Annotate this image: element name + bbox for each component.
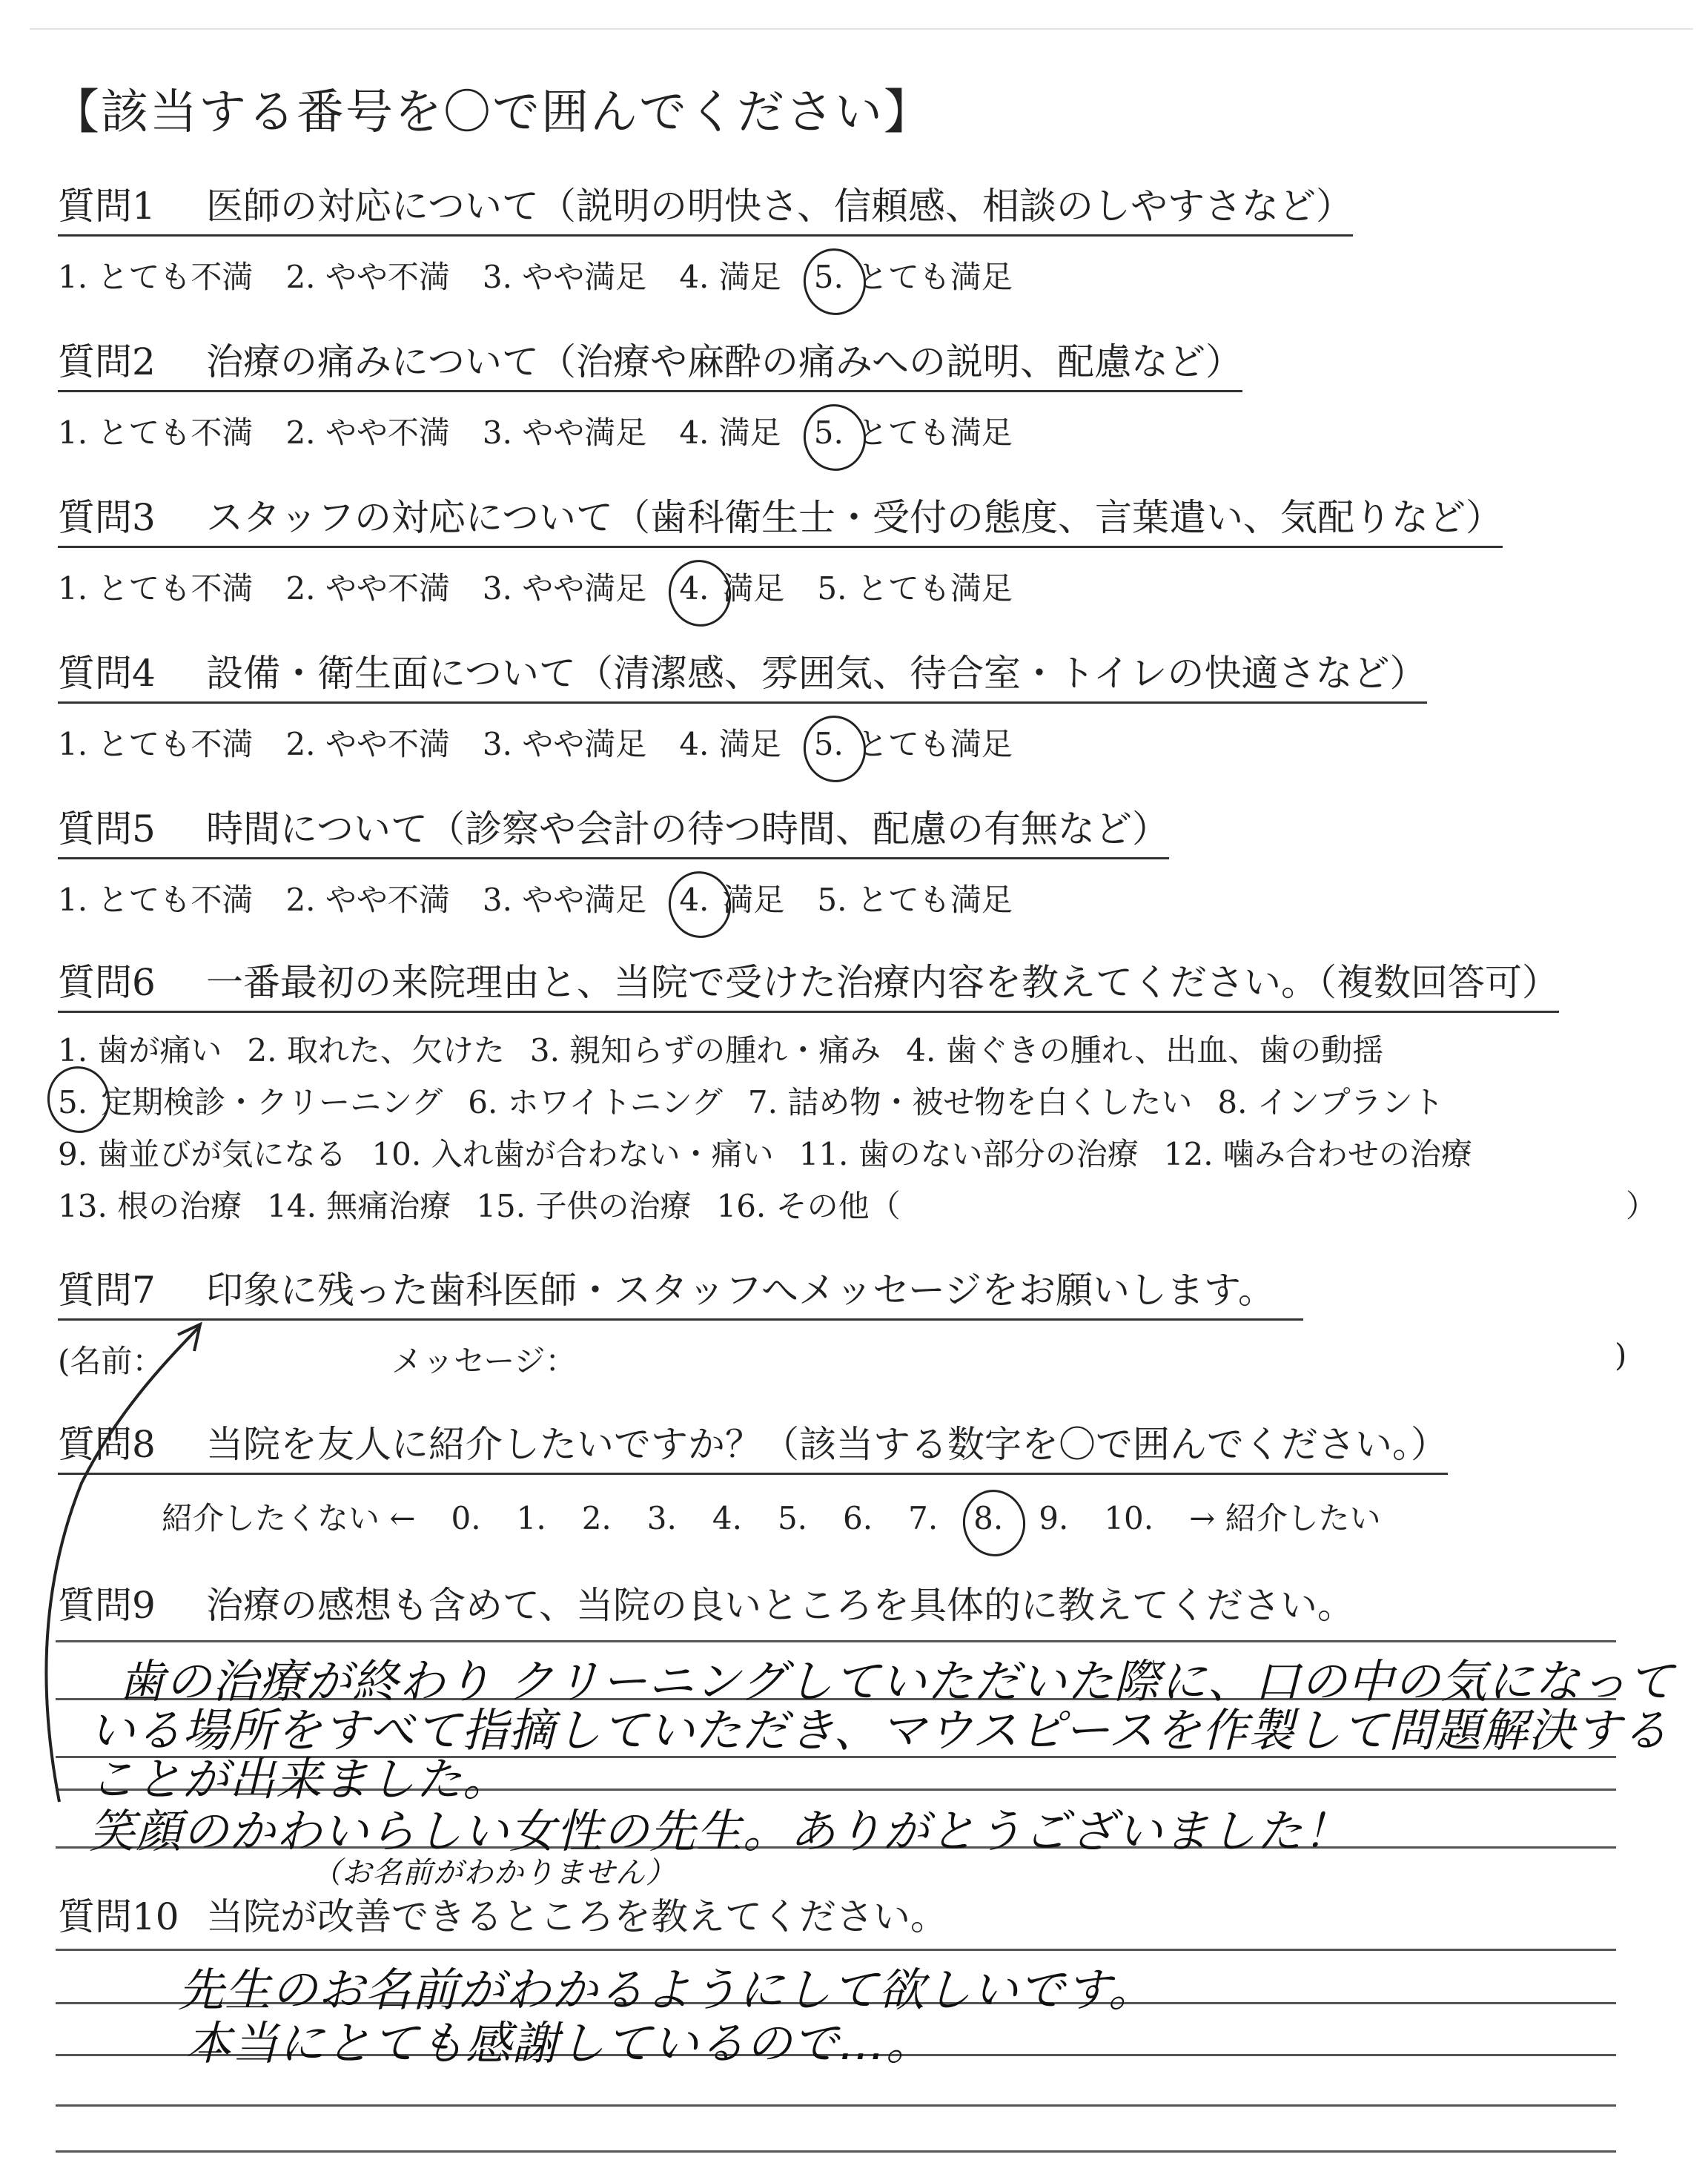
q9-answer-line-3: ことが出来ました。 bbox=[89, 1752, 510, 1806]
q6-option-12[interactable]: 12. 噛み合わせの治療 bbox=[1163, 1136, 1472, 1172]
option-5-selected[interactable]: 5. bbox=[813, 415, 844, 451]
option-3[interactable]: 3. やや満足 bbox=[482, 726, 647, 762]
option-4-selected[interactable]: 4. bbox=[679, 570, 709, 607]
q6-option-13[interactable]: 13. 根の治療 bbox=[58, 1188, 242, 1224]
question-number: 質問6 bbox=[58, 961, 156, 1004]
scale-10[interactable]: 10. bbox=[1104, 1500, 1154, 1536]
q9-answer-line-1: 歯の治療が終わり クリーニングしていただいた際に、口の中の気になって bbox=[119, 1654, 1675, 1708]
option-2[interactable]: 2. やや不満 bbox=[285, 259, 450, 295]
question-number: 質問1 bbox=[58, 185, 156, 228]
scale-3[interactable]: 3. bbox=[646, 1500, 677, 1536]
question-number: 質問10 bbox=[58, 1895, 179, 1938]
q10-answer-line-1: 先生のお名前がわかるようにして欲しいです。 bbox=[178, 1963, 1156, 2017]
question-text: 治療の痛みについて（治療や麻酔の痛みへの説明、配慮など） bbox=[206, 340, 1242, 383]
option-1[interactable]: 1. とても不満 bbox=[58, 570, 254, 607]
question-number: 質問8 bbox=[58, 1423, 156, 1466]
q9-answer-line-2: いる場所をすべて指摘していただき、マウスピースを作製して問題解決する bbox=[89, 1703, 1669, 1757]
question-number: 質問4 bbox=[58, 652, 156, 695]
option-1[interactable]: 1. とても不満 bbox=[58, 726, 254, 762]
scale-1[interactable]: 1. bbox=[516, 1500, 546, 1536]
option-5-label: とても満足 bbox=[856, 415, 1013, 451]
message-close: ) bbox=[1615, 1337, 1627, 1373]
q6-option-8[interactable]: 8. インプラント bbox=[1217, 1084, 1444, 1120]
question-text: 当院が改善できるところを教えてください。 bbox=[206, 1895, 947, 1938]
scale-7[interactable]: 7. bbox=[908, 1500, 939, 1536]
scale-9[interactable]: 9. bbox=[1039, 1500, 1069, 1536]
q6-option-3[interactable]: 3. 親知らずの腫れ・痛み bbox=[529, 1032, 881, 1069]
q6-option-14[interactable]: 14. 無痛治療 bbox=[267, 1188, 451, 1224]
scale-4[interactable]: 4. bbox=[712, 1500, 742, 1536]
question-text: 時間について（診察や会計の待つ時間、配慮の有無など） bbox=[206, 807, 1169, 851]
option-1[interactable]: 1. とても不満 bbox=[58, 259, 254, 295]
scale-5[interactable]: 5. bbox=[777, 1500, 808, 1536]
option-2[interactable]: 2. やや不満 bbox=[285, 882, 450, 918]
option-4-label: 満足 bbox=[722, 882, 785, 918]
option-3[interactable]: 3. やや満足 bbox=[482, 570, 647, 607]
option-2[interactable]: 2. やや不満 bbox=[285, 415, 450, 451]
question-text: 設備・衛生面について（清潔感、雰囲気、待合室・トイレの快適さなど） bbox=[206, 652, 1427, 695]
q6-option-1[interactable]: 1. 歯が痛い bbox=[58, 1032, 222, 1069]
q6-other-close: ） bbox=[1626, 1188, 1658, 1224]
q6-option-4[interactable]: 4. 歯ぐきの腫れ、出血、歯の動揺 bbox=[906, 1032, 1384, 1069]
page-title: 【該当する番号を〇で囲んでください】 bbox=[52, 85, 933, 140]
q9-answer-line-4: 笑顔のかわいらしい女性の先生。ありがとうございました！ bbox=[89, 1804, 1351, 1858]
option-4[interactable]: 4. 満足 bbox=[679, 259, 781, 295]
q6-option-5-label: 定期検診・クリーニング bbox=[101, 1084, 443, 1120]
option-2[interactable]: 2. やや不満 bbox=[285, 726, 450, 762]
option-4-selected[interactable]: 4. bbox=[679, 882, 709, 918]
q6-option-5-selected[interactable]: 5. bbox=[58, 1077, 87, 1129]
scale-right-label: → 紹介したい bbox=[1189, 1500, 1381, 1536]
q6-option-9[interactable]: 9. 歯並びが気になる bbox=[58, 1136, 347, 1172]
message-label: メッセージ： bbox=[391, 1343, 577, 1379]
question-number: 質問3 bbox=[58, 496, 156, 539]
q6-option-16[interactable]: 16. その他（ bbox=[716, 1188, 901, 1224]
scale-8-selected[interactable]: 8. bbox=[973, 1500, 1004, 1536]
scale-0[interactable]: 0. bbox=[451, 1500, 481, 1536]
option-4-label: 満足 bbox=[722, 570, 785, 607]
q10-answer-line-2: 本当にとても感謝しているので…。 bbox=[185, 2016, 933, 2070]
scale-2[interactable]: 2. bbox=[581, 1500, 612, 1536]
scale-6[interactable]: 6. bbox=[843, 1500, 873, 1536]
question-text: 治療の感想も含めて、当院の良いところを具体的に教えてください。 bbox=[206, 1584, 1354, 1627]
q6-option-10[interactable]: 10. 入れ歯が合わない・痛い bbox=[371, 1136, 774, 1172]
q6-option-15[interactable]: 15. 子供の治療 bbox=[476, 1188, 692, 1224]
question-text: 当院を友人に紹介したいですか？（該当する数字を〇で囲んでください。） bbox=[206, 1423, 1448, 1466]
question-number: 質問5 bbox=[58, 807, 156, 851]
option-3[interactable]: 3. やや満足 bbox=[482, 415, 647, 451]
q6-option-7[interactable]: 7. 詰め物・被せ物を白くしたい bbox=[747, 1084, 1193, 1120]
option-5-label: とても満足 bbox=[856, 726, 1013, 762]
question-number: 質問9 bbox=[58, 1584, 156, 1627]
question-number: 質問2 bbox=[58, 340, 156, 383]
option-5-label: とても満足 bbox=[856, 259, 1013, 295]
q6-option-2[interactable]: 2. 取れた、欠けた bbox=[247, 1032, 505, 1069]
option-5-selected[interactable]: 5. bbox=[813, 726, 844, 762]
question-text: 医師の対応について（説明の明快さ、信頼感、相談のしやすさなど） bbox=[206, 185, 1353, 228]
question-number: 質問7 bbox=[58, 1269, 156, 1312]
scale-left-label: 紹介したくない ← bbox=[162, 1500, 416, 1536]
question-text: スタッフの対応について（歯科衛生士・受付の態度、言葉遣い、気配りなど） bbox=[206, 496, 1503, 539]
option-3[interactable]: 3. やや満足 bbox=[482, 259, 647, 295]
option-5-selected[interactable]: 5. bbox=[813, 259, 844, 295]
option-4[interactable]: 4. 満足 bbox=[679, 726, 781, 762]
q9-note: （お名前がわかりません） bbox=[311, 1856, 676, 1890]
name-label: (名前： bbox=[58, 1343, 164, 1379]
q6-option-11[interactable]: 11. 歯のない部分の治療 bbox=[798, 1136, 1139, 1172]
option-5[interactable]: 5. とても満足 bbox=[817, 570, 1013, 607]
option-5[interactable]: 5. とても満足 bbox=[817, 882, 1013, 918]
option-4[interactable]: 4. 満足 bbox=[679, 415, 781, 451]
option-3[interactable]: 3. やや満足 bbox=[482, 882, 647, 918]
question-text: 一番最初の来院理由と、当院で受けた治療内容を教えてください。（複数回答可） bbox=[206, 961, 1559, 1004]
option-2[interactable]: 2. やや不満 bbox=[285, 570, 450, 607]
option-1[interactable]: 1. とても不満 bbox=[58, 415, 254, 451]
question-text: 印象に残った歯科医師・スタッフへメッセージをお願いします。 bbox=[206, 1269, 1275, 1312]
q6-option-6[interactable]: 6. ホワイトニング bbox=[468, 1084, 723, 1120]
option-1[interactable]: 1. とても不満 bbox=[58, 882, 254, 918]
